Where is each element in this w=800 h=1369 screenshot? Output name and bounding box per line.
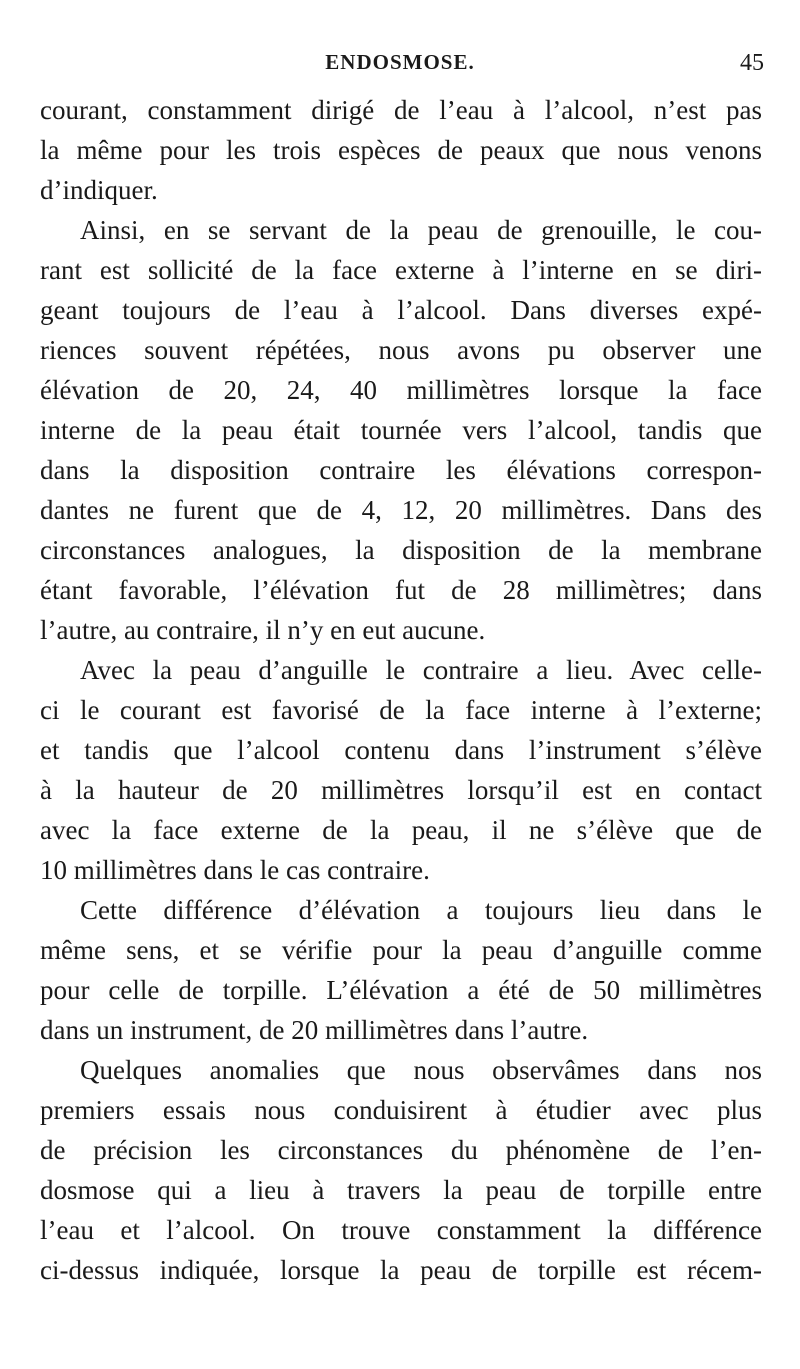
page-number: 45 bbox=[740, 50, 764, 76]
text-line: courant, constamment dirigé de l’eau à l’alcool, n’est pas bbox=[40, 95, 762, 125]
text-line: Avec la peau d’anguille le contraire a lieu. Avec celle- bbox=[80, 655, 762, 685]
text-line: Cette différence d’élévation a toujours lieu dans le bbox=[80, 895, 762, 925]
text-line: avec la face externe de la peau, il ne s’élève que de bbox=[40, 815, 762, 845]
text-line: dosmose qui a lieu à travers la peau de torpille entre bbox=[40, 1175, 762, 1205]
text-line: Quelques anomalies que nous observâmes dans nos bbox=[80, 1055, 762, 1085]
text-line: à la hauteur de 20 millimètres lorsqu’il est en contact bbox=[40, 775, 762, 805]
text-line: 10 millimètres dans le cas contraire. bbox=[40, 855, 430, 885]
text-line: l’eau et l’alcool. On trouve constamment la différence bbox=[40, 1215, 762, 1245]
text-line: dans la disposition contraire les élévations correspon- bbox=[40, 455, 762, 485]
text-line: dans un instrument, de 20 millimètres dans l’autre. bbox=[40, 1015, 589, 1045]
text-line: interne de la peau était tournée vers l’alcool, tandis que bbox=[40, 415, 762, 445]
text-line: l’autre, au contraire, il n’y en eut aucune. bbox=[40, 615, 486, 645]
text-line: ci-dessus indiquée, lorsque la peau de torpille est récem- bbox=[40, 1255, 762, 1285]
text-line: Ainsi, en se servant de la peau de grenouille, le cou- bbox=[80, 215, 762, 245]
text-line: rant est sollicité de la face externe à l’interne en se diri- bbox=[40, 255, 762, 285]
text-line: riences souvent répétées, nous avons pu observer une bbox=[40, 335, 762, 365]
text-line: geant toujours de l’eau à l’alcool. Dans diverses expé- bbox=[40, 295, 762, 325]
text-line: d’indiquer. bbox=[40, 175, 158, 205]
text-line: pour celle de torpille. L’élévation a été de 50 millimètres bbox=[40, 975, 762, 1005]
text-line: ci le courant est favorisé de la face interne à l’externe; bbox=[40, 695, 762, 725]
text-line: étant favorable, l’élévation fut de 28 millimètres; dans bbox=[40, 575, 762, 605]
text-line: élévation de 20, 24, 40 millimètres lorsque la face bbox=[40, 375, 762, 405]
text-line: et tandis que l’alcool contenu dans l’instrument s’élève bbox=[40, 735, 762, 765]
page-header bbox=[0, 50, 800, 80]
body-text bbox=[40, 90, 762, 1290]
text-line: la même pour les trois espèces de peaux que nous venons bbox=[40, 135, 762, 165]
text-line: circonstances analogues, la disposition de la membrane bbox=[40, 535, 762, 565]
text-line: dantes ne furent que de 4, 12, 20 millimètres. Dans des bbox=[40, 495, 762, 525]
text-line: même sens, et se vérifie pour la peau d’anguille comme bbox=[40, 935, 762, 965]
running-title: ENDOSMOSE. bbox=[325, 50, 475, 74]
text-line: premiers essais nous conduisirent à étudier avec plus bbox=[40, 1095, 762, 1125]
text-line: de précision les circonstances du phénomène de l’en- bbox=[40, 1135, 762, 1165]
